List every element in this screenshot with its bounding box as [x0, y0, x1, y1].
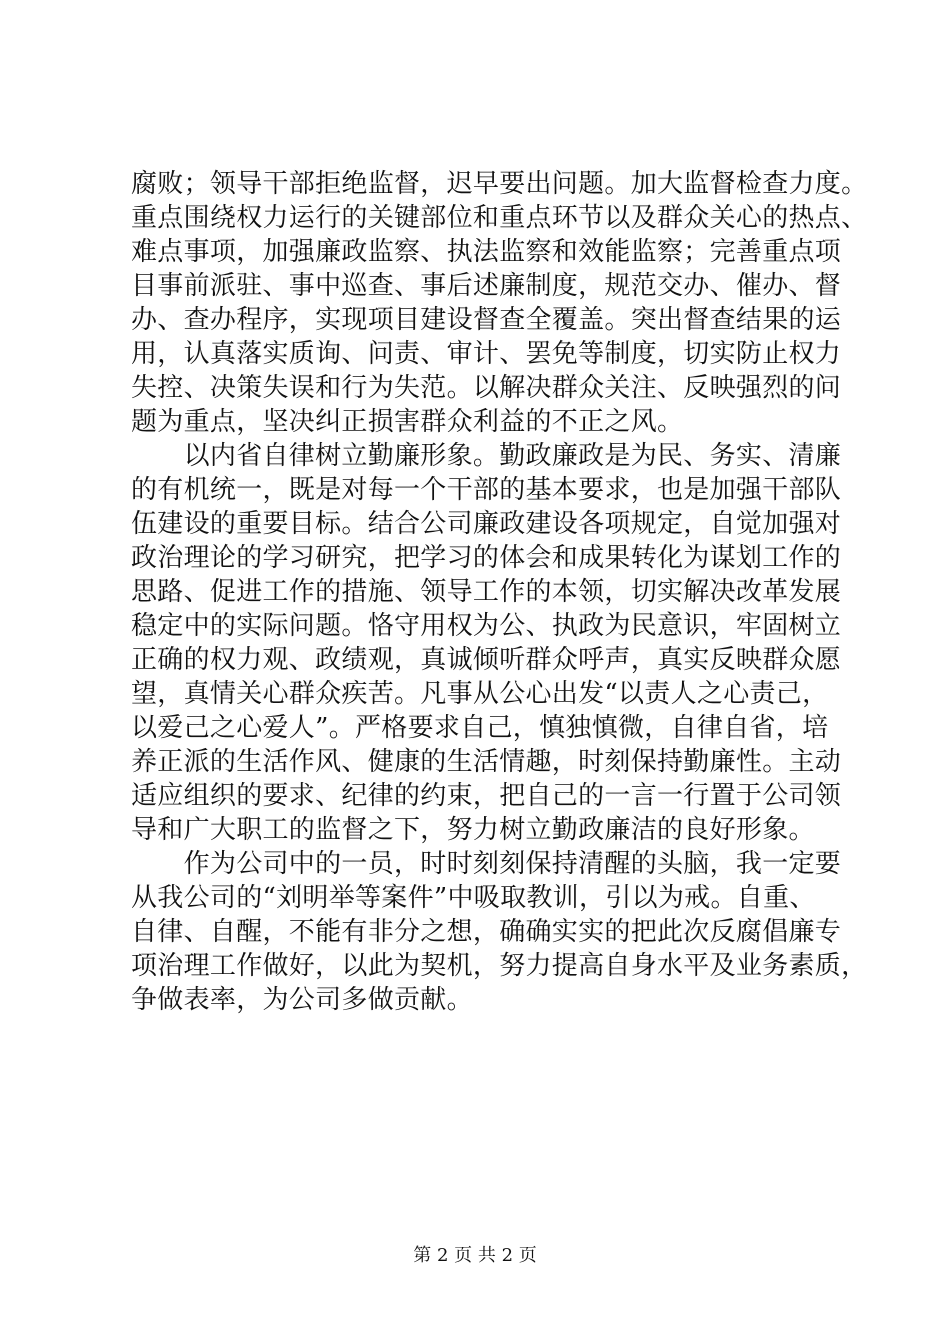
text-line: 的有机统一，既是对每一个干部的基本要求，也是加强干部队	[131, 475, 842, 505]
text-line: 从我公司的“刘明举等案件”中吸取教训，引以为戒。自重、	[131, 883, 816, 913]
paragraph-2	[131, 439, 842, 847]
text-line: 腐败；领导干部拒绝监督，迟早要出问题。加大监督检查力度。	[131, 169, 868, 199]
text-line: 失控、决策失误和行为失范。以解决群众关注、反映强烈的问	[131, 373, 842, 403]
text-line: 重点围绕权力运行的关键部位和重点环节以及群众关心的热点、	[131, 203, 868, 233]
text-line: 正确的权力观、政绩观，真诚倾听群众呼声，真实反映群众愿	[131, 645, 842, 675]
paragraph-1	[131, 167, 868, 439]
text-line: 以内省自律树立勤廉形象。勤政廉政是为民、务实、清廉	[131, 441, 842, 471]
text-line: 项治理工作做好，以此为契机，努力提高自身水平及业务素质，	[131, 951, 868, 981]
text-line: 作为公司中的一员，时时刻刻保持清醒的头脑，我一定要	[131, 849, 842, 879]
text-line: 以爱己之心爱人”。严格要求自己，慎独慎微，自律自省，培	[131, 713, 829, 743]
body-text	[131, 167, 868, 1017]
text-line: 办、查办程序，实现项目建设督查全覆盖。突出督查结果的运	[131, 305, 842, 335]
paragraph-3	[131, 847, 868, 1017]
text-line: 伍建设的重要目标。结合公司廉政建设各项规定，自觉加强对	[131, 509, 842, 539]
text-line: 争做表率，为公司多做贡献。	[131, 985, 473, 1015]
text-line: 导和广大职工的监督之下，努力树立勤政廉洁的良好形象。	[131, 815, 815, 845]
text-line: 自律、自醒，不能有非分之想，确确实实的把此次反腐倡廉专	[131, 917, 842, 947]
text-line: 难点事项，加强廉政监察、执法监察和效能监察；完善重点项	[131, 237, 842, 267]
text-line: 题为重点，坚决纠正损害群众利益的不正之风。	[131, 407, 684, 437]
text-line: 思路、促进工作的措施、领导工作的本领，切实解决改革发展	[131, 577, 842, 607]
text-line: 目事前派驻、事中巡查、事后述廉制度，规范交办、催办、督	[131, 271, 842, 301]
text-line: 用，认真落实质询、问责、审计、罢免等制度，切实防止权力	[131, 339, 842, 369]
text-line: 稳定中的实际问题。恪守用权为公、执政为民意识，牢固树立	[131, 611, 842, 641]
page-footer	[0, 1244, 950, 1268]
text-line: 养正派的生活作风、健康的生活情趣，时刻保持勤廉性。主动	[131, 747, 842, 777]
page-number-label: 第 2 页 共 2 页	[413, 1245, 537, 1266]
text-line: 政治理论的学习研究，把学习的体会和成果转化为谋划工作的	[131, 543, 842, 573]
text-line: 望，真情关心群众疾苦。凡事从公心出发“以责人之心责己，	[131, 679, 829, 709]
text-line: 适应组织的要求、纪律的约束，把自己的一言一行置于公司领	[131, 781, 842, 811]
